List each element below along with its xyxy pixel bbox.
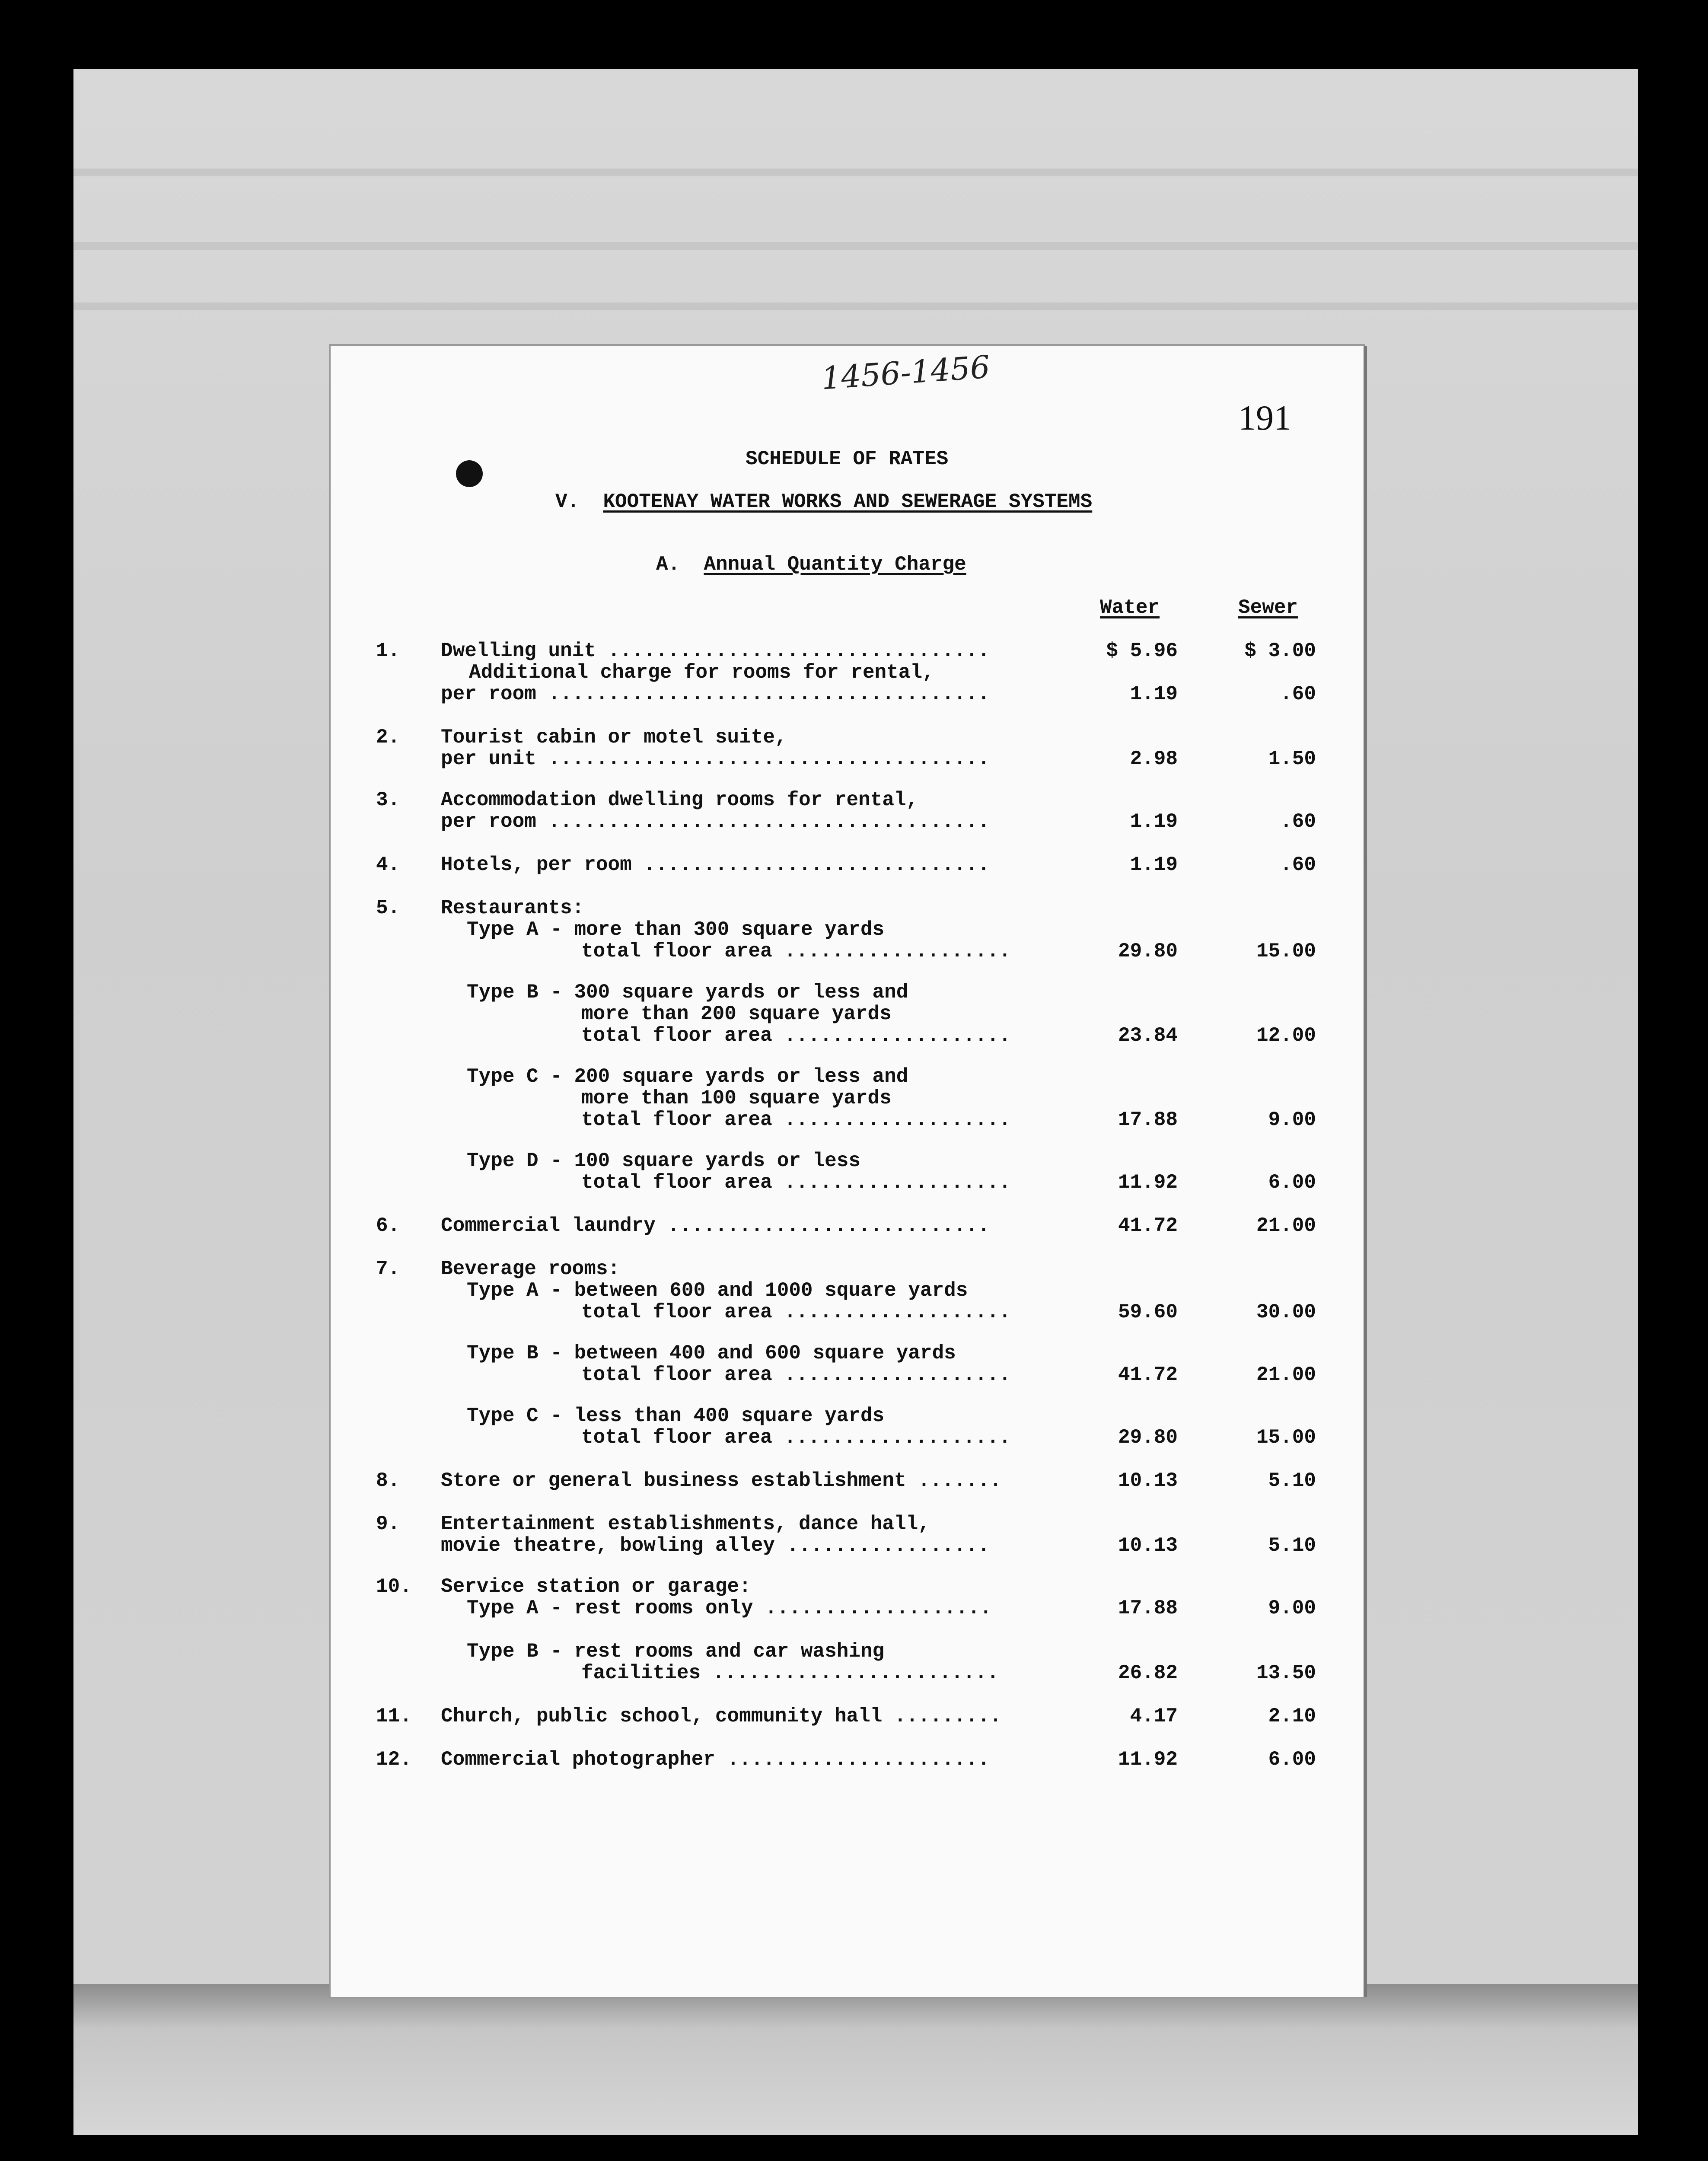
item-description-line: Type A - between 600 and 1000 square yards: [467, 1279, 968, 1302]
item-description-line: Entertainment establishments, dance hall,: [441, 1513, 930, 1535]
sewer-rate: 1.50: [1268, 748, 1316, 770]
sewer-rate: 13.50: [1256, 1662, 1316, 1684]
water-rate: 29.80: [1118, 1426, 1178, 1449]
water-rate: 17.88: [1118, 1109, 1178, 1131]
item-description-line: Type D - 100 square yards or less: [467, 1150, 860, 1172]
item-description-line: more than 200 square yards: [581, 1003, 892, 1025]
sewer-rate: 5.10: [1268, 1534, 1316, 1557]
item-number: 7.: [376, 1258, 400, 1280]
item-description-line: per room .....................................: [441, 810, 990, 833]
water-rate: 1.19: [1130, 810, 1178, 833]
scan-band: [73, 242, 1638, 250]
sewer-rate: .60: [1280, 854, 1316, 876]
sewer-rate: 15.00: [1256, 1426, 1316, 1449]
item-description-line: total floor area ...................: [581, 1364, 1011, 1386]
water-rate: 2.98: [1130, 748, 1178, 770]
sewer-rate: 12.00: [1256, 1024, 1316, 1047]
subsection-letter: A.: [656, 553, 680, 576]
sewer-rate: 21.00: [1256, 1214, 1316, 1237]
sewer-rate: 9.00: [1268, 1109, 1316, 1131]
item-description-line: Type B - rest rooms and car washing: [467, 1640, 885, 1663]
item-number: 6.: [376, 1214, 400, 1237]
item-description-line: more than 100 square yards: [581, 1087, 892, 1109]
water-rate: 17.88: [1118, 1597, 1178, 1619]
item-number: 2.: [376, 726, 400, 749]
water-rate: 11.92: [1118, 1171, 1178, 1194]
item-description-line: Type A - more than 300 square yards: [467, 918, 885, 941]
item-description-line: total floor area ...................: [581, 1426, 1011, 1449]
sewer-rate: .60: [1280, 810, 1316, 833]
item-description-line: facilities ........................: [581, 1662, 999, 1684]
sewer-rate: .60: [1280, 683, 1316, 705]
item-number: 5.: [376, 897, 400, 919]
scan-band: [73, 169, 1638, 176]
handwritten-note: 1456-1456: [820, 348, 991, 397]
item-description-line: movie theatre, bowling alley .................: [441, 1534, 990, 1557]
item-number: 11.: [376, 1705, 412, 1728]
sewer-rate: $ 3.00: [1244, 640, 1316, 662]
item-description-line: Additional charge for rooms for rental,: [469, 661, 934, 684]
water-rate: 11.92: [1118, 1748, 1178, 1771]
item-description-line: Type B - 300 square yards or less and: [467, 981, 908, 1004]
item-description-line: total floor area ...................: [581, 1171, 1011, 1194]
water-rate: 1.19: [1130, 854, 1178, 876]
sewer-rate: 5.10: [1268, 1469, 1316, 1492]
item-description-line: Restaurants:: [441, 897, 584, 919]
sewer-rate: 2.10: [1268, 1705, 1316, 1728]
item-description-line: total floor area ...................: [581, 1024, 1011, 1047]
subsection-title: Annual Quantity Charge: [704, 553, 966, 576]
water-rate: 41.72: [1118, 1214, 1178, 1237]
item-description-line: Beverage rooms:: [441, 1258, 620, 1280]
section-heading: [555, 491, 1092, 513]
column-header-water: Water: [1100, 596, 1160, 619]
item-number: 4.: [376, 854, 400, 876]
item-number: 12.: [376, 1748, 412, 1771]
item-description-line: Accommodation dwelling rooms for rental,: [441, 789, 918, 811]
item-description-line: Dwelling unit ................................: [441, 640, 990, 662]
item-number: 3.: [376, 789, 400, 811]
item-number: 1.: [376, 640, 400, 662]
item-description-line: Hotels, per room .............................: [441, 854, 990, 876]
water-rate: 29.80: [1118, 940, 1178, 963]
water-rate: 10.13: [1118, 1469, 1178, 1492]
water-rate: 59.60: [1118, 1301, 1178, 1323]
item-description-line: Commercial photographer ......................: [441, 1748, 990, 1771]
sewer-rate: 21.00: [1256, 1364, 1316, 1386]
section-number: V.: [555, 491, 580, 513]
column-header-sewer: Sewer: [1238, 596, 1298, 619]
item-description-line: Store or general business establishment .......: [441, 1469, 1002, 1492]
item-number: 8.: [376, 1469, 400, 1492]
item-description-line: Type A - rest rooms only ...................: [467, 1597, 992, 1619]
item-description-line: Tourist cabin or motel suite,: [441, 726, 787, 749]
water-rate: $ 5.96: [1106, 640, 1178, 662]
page-number: 191: [1238, 398, 1291, 437]
sewer-rate: 15.00: [1256, 940, 1316, 963]
document-title: SCHEDULE OF RATES: [746, 448, 949, 470]
water-rate: 10.13: [1118, 1534, 1178, 1557]
item-description-line: Type C - 200 square yards or less and: [467, 1065, 908, 1088]
sewer-rate: 9.00: [1268, 1597, 1316, 1619]
sewer-rate: 6.00: [1268, 1171, 1316, 1194]
water-rate: 1.19: [1130, 683, 1178, 705]
item-description-line: total floor area ...................: [581, 940, 1011, 963]
sewer-rate: 30.00: [1256, 1301, 1316, 1323]
subsection-heading: [656, 553, 966, 576]
water-rate: 23.84: [1118, 1024, 1178, 1047]
item-number: 10.: [376, 1575, 412, 1598]
item-description-line: per room .....................................: [441, 683, 990, 705]
punch-hole: [456, 460, 483, 487]
water-rate: 4.17: [1130, 1705, 1178, 1728]
section-title: KOOTENAY WATER WORKS AND SEWERAGE SYSTEMS: [603, 491, 1093, 513]
item-description-line: Church, public school, community hall .........: [441, 1705, 1002, 1728]
item-number: 9.: [376, 1513, 400, 1535]
item-description-line: Commercial laundry ...........................: [441, 1214, 990, 1237]
scan-bottom-strip: [73, 1984, 1638, 2135]
item-description-line: Type C - less than 400 square yards: [467, 1405, 885, 1427]
item-description-line: total floor area ...................: [581, 1301, 1011, 1323]
item-description-line: per unit .....................................: [441, 748, 990, 770]
item-description-line: Service station or garage:: [441, 1575, 751, 1598]
item-description-line: Type B - between 400 and 600 square yards: [467, 1342, 956, 1364]
sewer-rate: 6.00: [1268, 1748, 1316, 1771]
water-rate: 26.82: [1118, 1662, 1178, 1684]
water-rate: 41.72: [1118, 1364, 1178, 1386]
item-description-line: total floor area ...................: [581, 1109, 1011, 1131]
scan-band: [73, 303, 1638, 310]
